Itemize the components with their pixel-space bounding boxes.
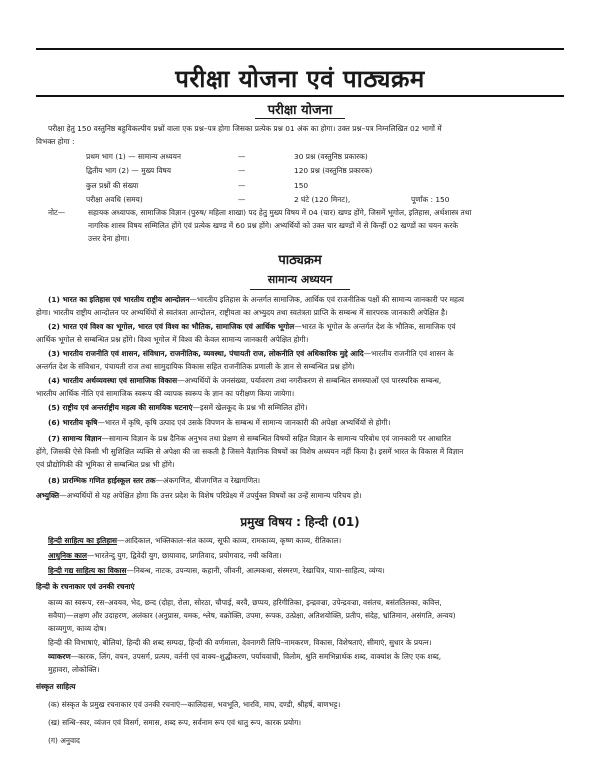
- general-item: [48, 474, 568, 488]
- general-item: [48, 320, 568, 334]
- note-label: नोट—: [48, 208, 66, 217]
- compose-line: सवैया)—लक्षण और उदाहरण, अलंकार (अनुप्रास, यमक, श्लेष, वक्रोक्ति, उपमा, रूपक, उत्प्रेक्षा, अतिशयोक्ति, प्रतीप, संदेह, भ्रांतिमान, असंगति, अन्वय): [48, 611, 456, 620]
- note-line: उत्तर देना होगा।: [88, 234, 130, 243]
- general-item-text: —भारत में कृषि, कृषि उत्पाद एवं उसके विपणन के सम्बन्ध में सामान्य जानकारी की अपेक्षा अभ्यर्थियों से होगी।: [97, 418, 391, 427]
- exam-row: [86, 179, 516, 193]
- exam-row-value: 120 प्रश्न (वस्तुनिष्ठ प्रकारक): [294, 166, 373, 176]
- main-item-label: आधुनिक काल: [48, 551, 87, 560]
- exam-scheme-underline: [255, 118, 345, 119]
- sanskrit-item: (ख) सन्धि–स्वर, व्यंजन एवं विसर्ग, समास, शब्द रूप, सर्वनाम रूप एवं धातु रूप, कारक प्रयोग।: [48, 718, 302, 727]
- general-item-cont: होगा। भारतीय राष्ट्रीय आन्दोलन पर अभ्यर्थियों से स्वतंत्रता आन्दोलन, राष्ट्रीयता का अभ्युदय तथा स्वतंत्रता प्राप्ति के सम्बन्ध में सारपरक जानकारी अपेक्षित है।: [36, 308, 448, 317]
- general-item-cont: अन्तर्गत देश के संविधान, पंचायती राज तथा सामुदायिक विकास सहित राजनीतिक प्रणाली के ज्ञान से सम्बन्धित प्रश्न होंगे।: [36, 362, 355, 371]
- grammar-label: व्याकरण: [48, 652, 71, 661]
- general-item: [48, 347, 568, 361]
- general-item-text: —सामान्य विज्ञान के प्रश्न दैनिक अनुभव तथा प्रेक्षण से सम्बन्धित विषयों सहित विज्ञान के सामान्य परिबोध एवं जानकारी पर आधारित: [101, 434, 451, 443]
- general-studies-underline: [250, 289, 350, 290]
- main-item: [48, 564, 568, 578]
- title-rule: [36, 95, 564, 97]
- general-item-cont: भारतीय आर्थिक नीति एवं सामाजिक स्वरूप की व्यापक स्वरूप के ज्ञान का परीक्षण किया जायेगा।: [36, 389, 295, 398]
- sanskrit-item: (ग) अनुवाद: [48, 736, 80, 745]
- exam-row-label: कुल प्रश्नों की संख्या: [86, 180, 139, 190]
- exam-row-extra: पूर्णांक : 150: [411, 194, 450, 204]
- general-item-head: (8) प्रारम्भिक गणित हाईस्कूल स्तर तक: [48, 476, 156, 485]
- compose-line: काव्य का स्वरूप, रस–अवयव, भेद, छन्द (दोहा, रोला, सोरठा, चौपाई, बरवै, छप्पय, हरिगीतिका, इन्द्रवज्रा, उपेन्द्रवज्रा, वसंतच, बसंततिलका, कवित्त,: [48, 598, 442, 607]
- page-title: परीक्षा योजना एवं पाठ्यक्रम: [175, 65, 425, 93]
- general-item-text: —इसमें खेलकूद के प्रश्न भी सम्मिलित होंगे।: [192, 403, 308, 412]
- grammar-line-2: मुहावरा, लोकोक्ति।: [48, 665, 100, 674]
- general-item: [48, 374, 568, 388]
- main-item-label: हिन्दी साहित्य का इतिहास: [48, 536, 118, 545]
- main-item: [48, 534, 568, 548]
- general-item: [48, 401, 568, 415]
- main-item: [48, 549, 568, 563]
- general-item-text: —अंकगणित, बीजगणित व रेखागणित।: [155, 476, 261, 485]
- exam-row-dash: —: [238, 194, 246, 204]
- exam-row-label: परीक्षा अवधि (समय): [86, 194, 143, 204]
- main-item-text: —निबन्ध, नाटक, उपन्यास, कहानी, जीवनी, आत्मकथा, संस्मरण, रेखाचित्र, यात्रा–साहित्य, व्यंग्य।: [126, 566, 385, 575]
- exam-scheme-table: [86, 150, 516, 207]
- exam-row-label: द्वितीय भाग (2) — मुख्य विषय: [86, 166, 172, 176]
- exam-row: [86, 150, 516, 164]
- main-subject-heading: प्रमुख विषय : हिन्दी (01): [240, 515, 360, 529]
- general-item-text: —भारतीय इतिहास के अन्तर्गत सामाजिक, आर्थिक एवं राजनीतिक पक्षों की सामान्य जानकारी पर महत्व: [189, 295, 465, 304]
- exam-row-dash: —: [238, 152, 246, 161]
- general-item-cont: होंगे, जिसकी ऐसे किसी भी सुशिक्षित व्यक्ति से अपेक्षा की जा सकती है जिसने वैज्ञानिक विषयों का विशेष अध्ययन नहीं किया है। इसमें भारत के विकास में विज्ञान: [36, 447, 464, 456]
- remark-label: अभ्युक्ति: [36, 491, 60, 500]
- exam-row-dash: —: [238, 166, 246, 176]
- grammar-line: [48, 650, 568, 664]
- compose-line: काव्यगुण, काव्य दोष।: [48, 624, 107, 633]
- note-line: सहायक अध्यापक, सामाजिक विज्ञान (पुरुष/ महिला शाखा) पद हेतु मुख्य विषय में 04 (चार) खण्ड होंगे, जिसमें भूगोल, इतिहास, अर्थशास्त्र तथा: [88, 208, 472, 217]
- main-item-text: —आदिकाल, भक्तिकाल–संत काव्य, सूफी काव्य, रामकाव्य, कृष्ण काव्य, रीतिकाल।: [117, 536, 342, 545]
- general-item: [48, 293, 568, 307]
- general-item: [48, 432, 568, 446]
- remark: [36, 489, 568, 503]
- exam-row-value: 30 प्रश्न (वस्तुनिष्ठ प्रकारक): [294, 152, 368, 161]
- note-line: नागरिक शास्त्र विषय सम्मिलित होंगे एवं प्रत्येक खण्ड में 60 प्रश्न होंगे। अभ्यर्थियों को उक्त चार खण्डों में से किन्हीं 02 खण्डों का चयन करके: [88, 221, 459, 230]
- general-item-text: —भारतीय राजनीति एवं शासन के: [363, 349, 454, 358]
- exam-row-value: 150: [294, 180, 309, 190]
- main-item-label: हिन्दी गद्य साहित्य का विकास: [48, 566, 127, 575]
- sanskrit-heading: संस्कृत साहित्य: [36, 682, 76, 691]
- general-item-head: (5) राष्ट्रीय एवं अन्तर्राष्ट्रीय महत्व की सामयिक घटनाएं: [48, 403, 193, 412]
- general-studies-heading: सामान्य अध्ययन: [267, 273, 333, 286]
- exam-row-label: प्रथम भाग (1) — सामान्य अध्ययन: [86, 152, 182, 161]
- syllabus-heading: पाठ्यक्रम: [278, 253, 322, 268]
- exam-intro-line2: विभक्त होगा :: [36, 137, 75, 146]
- compose-line: हिन्दी की विभाषाएं, बोलियां, हिन्दी की शब्द सम्पदा, हिन्दी की वर्णमाला, देवनागरी लिपि–नामकरण, विकास, विशेषताएं, सीमाएं, सुधार के प्रयत्न।: [48, 638, 432, 647]
- general-item-head: (1) भारत का इतिहास एवं भारतीय राष्ट्रीय आन्दोलन: [48, 295, 190, 304]
- sanskrit-item: (क) संस्कृत के प्रमुख रचनाकार एवं उनकी रचनाएं—कालिदास, भवभूति, भारवि, माघ, दण्डी, श्रीहर्ष, बाणभट्ट।: [48, 700, 341, 709]
- top-rule: [36, 48, 564, 50]
- general-item-head: (7) सामान्य विज्ञान: [48, 434, 102, 443]
- compose-heading: हिन्दी के रचनाकार एवं उनकी रचनाएं: [36, 582, 135, 591]
- exam-scheme-heading: परीक्षा योजना: [267, 103, 333, 118]
- general-item-head: (3) भारतीय राजनीति एवं शासन, संविधान, राजनीतिक, व्यवस्था, पंचायती राज, लोकनीति एवं अधिकारिक मुद्दे आदि: [48, 349, 364, 358]
- general-item-head: (2) भारत एवं विश्व का भूगोल, भारत एवं विश्व का भौतिक, सामाजिक एवं आर्थिक भूगोल: [48, 322, 295, 331]
- general-item-text: —भारत के भूगोल के अन्तर्गत देश के भौतिक, सामाजिक एवं: [294, 322, 456, 331]
- general-item-cont: एवं प्रौद्योगिकी की भूमिका से सम्बन्धित प्रश्न भी होंगे।: [36, 460, 175, 469]
- remark-text: —अभ्यर्थियों से यह अपेक्षित होगा कि उत्तर प्रदेश के विशेष परिप्रेक्ष्य में उपर्युक्त विषयों का उन्हें सामान्य परिचय हो।: [59, 491, 362, 500]
- exam-intro-line1: परीक्षा हेतु 150 वस्तुनिष्ठ बहुविकल्पीय प्रश्नों वाला एक प्रश्न–पत्र होगा जिसका प्रत्येक प्रश्न 01 अंक का होगा। उक्त प्रश्न–पत्र निम्नलिखित 02 भागों में: [48, 124, 442, 133]
- grammar-text: —कारक, लिंग, वचन, उपसर्ग, प्रत्यय, वर्तनी एवं वाक्य–शुद्धीकरण, पर्यायवाची, विलोम, श्रुति समभिन्नार्थक शब्द, वाक्यांश के लिए एक शब्द,: [70, 652, 442, 661]
- exam-row-dash: —: [238, 180, 246, 190]
- general-item-cont: आर्थिक भूगोल से सम्बन्धित प्रश्न होंगे। विश्व भूगोल में विश्व की केवल सामान्य जानकारी अपेक्षित होगी।: [36, 335, 309, 344]
- exam-row: [86, 164, 516, 178]
- general-item-head: (6) भारतीय कृषि: [48, 418, 98, 427]
- general-item: [48, 416, 568, 430]
- exam-row-value: 2 घंटे (120 मिनट),: [294, 194, 351, 204]
- general-item-head: (4) भारतीय अर्थव्यवस्था एवं सामाजिक विकास: [48, 376, 178, 385]
- general-item-text: —अभ्यर्थियों के जनसंख्या, पर्यावरण तथा नगरीकरण से सम्बन्धित समस्याओं एवं पारस्परिक सम्बन्ध,: [177, 376, 442, 385]
- main-item-text: —भारतेन्दु युग, द्विवेदी युग, छायावाद, प्रगतिवाद, प्रयोगवाद, नयी कविता।: [86, 551, 282, 560]
